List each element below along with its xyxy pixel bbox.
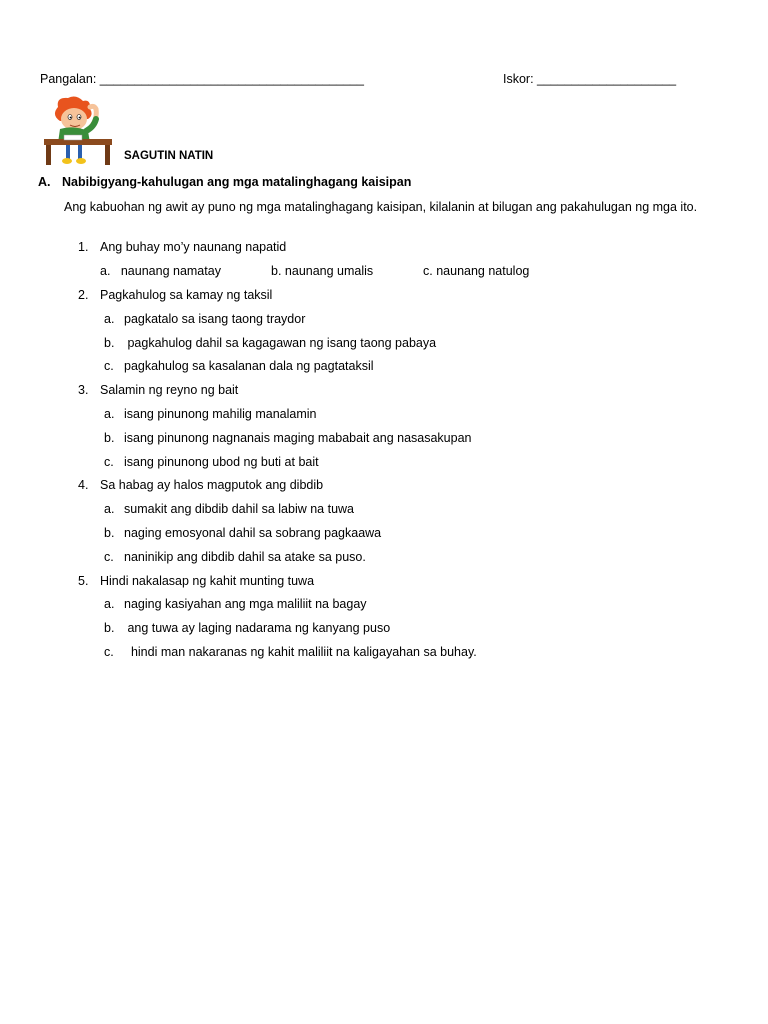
choice-letter: b. [104, 336, 115, 350]
choice-text: pagkatalo sa isang taong traydor [124, 312, 306, 326]
choice-text: naunang umalis [284, 264, 374, 278]
choice-option[interactable] [104, 526, 381, 540]
choice-text: hindi man nakaranas ng kahit maliliit na kaligayahan sa buhay. [124, 645, 477, 659]
choice-text: pagkahulog dahil sa kagagawan ng isang taong pabaya [124, 336, 437, 350]
boy-at-desk-thinking-icon [36, 95, 120, 167]
question-item [78, 478, 323, 492]
choice-text: isang pinunong mahilig manalamin [124, 407, 317, 421]
choice-letter: b. [104, 431, 115, 445]
choice-text: naging emosyonal dahil sa sobrang pagkaawa [124, 526, 382, 540]
part-letter: A. [38, 175, 51, 189]
score-field-label: Iskor: ____________________ [503, 72, 677, 86]
choice-option[interactable] [104, 502, 354, 516]
choice-option[interactable] [104, 645, 477, 659]
choice-option[interactable] [104, 312, 305, 326]
choice-letter: b. [104, 621, 115, 635]
choice-letter: a. [104, 597, 115, 611]
choice-text: sumakit ang dibdib dahil sa labiw na tuwa [124, 502, 354, 516]
choice-option[interactable] [104, 431, 472, 445]
choice-text: naunang namatay [120, 264, 221, 278]
question-text: Hindi nakalasap ng kahit munting tuwa [100, 574, 315, 588]
choice-letter: a. [104, 312, 115, 326]
choice-letter: c. [104, 645, 114, 659]
question-text: Sa habag ay halos magputok ang dibdib [100, 478, 324, 492]
choice-letter: a. [104, 502, 115, 516]
choice-option[interactable] [104, 550, 366, 564]
choice-option[interactable] [423, 264, 529, 278]
choice-letter: c. [104, 455, 114, 469]
question-item [78, 383, 238, 397]
choice-option[interactable] [104, 359, 374, 373]
choice-option[interactable] [104, 621, 390, 635]
choice-option[interactable] [104, 407, 316, 421]
question-item [78, 574, 314, 588]
choice-option[interactable] [104, 597, 367, 611]
choice-text: isang pinunong nagnanais maging mababait ang nasasakupan [124, 431, 472, 445]
choice-letter: c. [104, 550, 114, 564]
choice-letter: a. [100, 264, 111, 278]
choice-letter: c. [104, 359, 114, 373]
question-item [78, 288, 272, 302]
instructions-paragraph: Ang kabuohan ng awit ay puno ng mga matalinghagang kaisipan, kilalanin at bilugan ang pakahulugan ng mga ito. [64, 200, 698, 214]
question-text: Pagkahulog sa kamay ng taksil [100, 288, 273, 302]
choice-text: naging kasiyahan ang mga maliliit na bagay [124, 597, 367, 611]
choice-text: ang tuwa ay laging nadarama ng kanyang puso [124, 621, 391, 635]
question-number: 5. [78, 574, 89, 588]
choice-option[interactable] [104, 336, 436, 350]
question-text: Salamin ng reyno ng bait [100, 383, 239, 397]
choice-letter: b. [104, 526, 115, 540]
question-number: 3. [78, 383, 89, 397]
question-item [78, 240, 286, 254]
name-field-label: Pangalan: ______________________________________ [40, 72, 364, 86]
choice-letter: a. [104, 407, 115, 421]
question-number: 2. [78, 288, 89, 302]
question-number: 1. [78, 240, 89, 254]
choice-option[interactable] [104, 455, 319, 469]
choice-text: pagkahulog sa kasalanan dala ng pagtataksil [124, 359, 374, 373]
choice-letter: c. [423, 264, 433, 278]
choice-text: naninikip ang dibdib dahil sa atake sa puso. [124, 550, 366, 564]
choice-letter: b. [271, 264, 282, 278]
choice-text: isang pinunong ubod ng buti at bait [124, 455, 319, 469]
choice-option[interactable] [100, 264, 221, 278]
question-text: Ang buhay mo’y naunang napatid [100, 240, 287, 254]
section-title: SAGUTIN NATIN [124, 150, 214, 162]
part-title: Nabibigyang-kahulugan ang mga matalinghagang kaisipan [62, 175, 412, 189]
question-number: 4. [78, 478, 89, 492]
choice-text: naunang natulog [436, 264, 530, 278]
choice-option[interactable] [271, 264, 373, 278]
part-heading [38, 175, 411, 189]
